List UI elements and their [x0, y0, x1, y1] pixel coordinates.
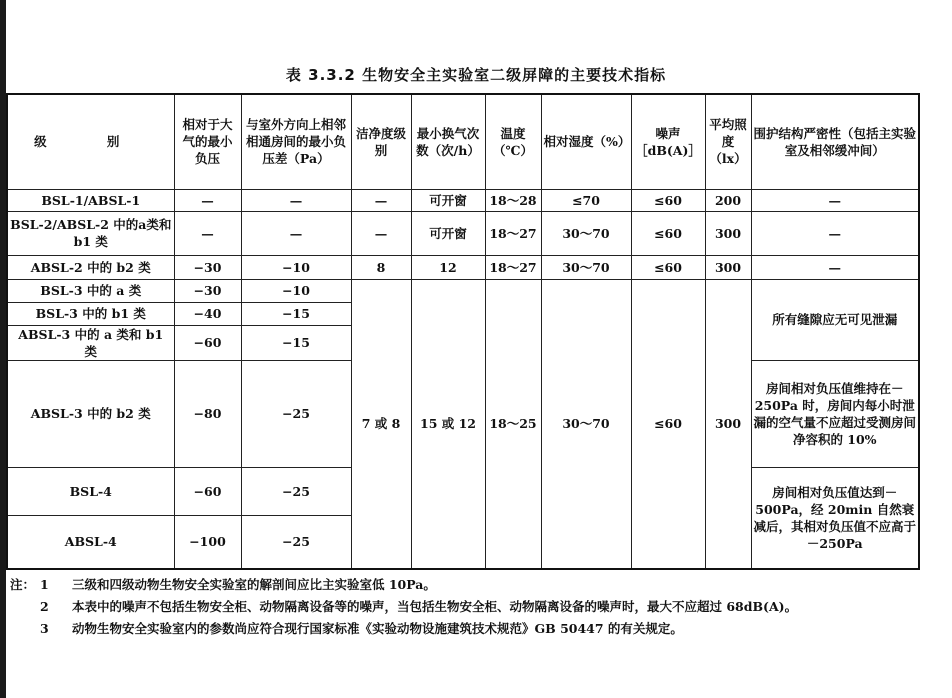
cell-level: ABSL-4: [7, 515, 174, 569]
note-text: 三级和四级动物生物安全实验室的解剖间应比主实验室低 10Pa。: [72, 577, 436, 592]
cell-cleanliness: —: [351, 189, 411, 211]
cell-air-changes: 可开窗: [411, 211, 485, 255]
cell-level: BSL-3 中的 b1 类: [7, 302, 174, 325]
table-title: 表 3.3.2 生物安全主实验室二级屏障的主要技术指标: [285, 66, 667, 84]
cell-noise: ≤60: [631, 255, 705, 279]
note-number: 2: [40, 599, 49, 614]
header-illuminance: 平均照度（lx）: [705, 94, 751, 189]
cell-pressure-adjacent: −15: [241, 302, 351, 325]
cell-pressure-adjacent: −25: [241, 515, 351, 569]
cell-pressure-atm: −100: [174, 515, 241, 569]
cell-level: BSL-3 中的 a 类: [7, 279, 174, 302]
cell-level: BSL-2/ABSL-2 中的a类和 b1 类: [7, 211, 174, 255]
cell-humidity: ≤70: [541, 189, 631, 211]
header-pressure-adjacent: 与室外方向上相邻相通房间的最小负压差（Pa）: [241, 94, 351, 189]
header-humidity: 相对湿度（%）: [541, 94, 631, 189]
note-item: [10, 618, 940, 640]
enclosure-bsl3: 所有缝隙应无可见泄漏: [751, 279, 919, 360]
cell-temperature: 18～27: [485, 211, 541, 255]
cell-humidity: 30～70: [541, 255, 631, 279]
header-noise: 噪声［dB(A)］: [631, 94, 705, 189]
header-row: [7, 94, 919, 189]
header-air-changes: 最小换气次数（次/h）: [411, 94, 485, 189]
table-row: [7, 211, 919, 255]
cell-pressure-atm: —: [174, 189, 241, 211]
cell-pressure-adjacent: −15: [241, 325, 351, 360]
enclosure-absl3-b2: 房间相对负压值维持在－250Pa 时，房间内每小时泄漏的空气量不应超过受测房间净容积的 10%: [751, 360, 919, 467]
cell-cleanliness: —: [351, 211, 411, 255]
note-text: 动物生物安全实验室内的参数尚应符合现行国家标准《实验动物设施建筑技术规范》GB 50447 的有关规定。: [72, 621, 683, 636]
cell-air-changes: 12: [411, 255, 485, 279]
cell-humidity: 30～70: [541, 211, 631, 255]
enclosure-bsl4: 房间相对负压值达到－500Pa，经 20min 自然衰减后，其相对负压值不应高于－250Pa: [751, 467, 919, 569]
cell-temperature: 18～28: [485, 189, 541, 211]
merged-illuminance: 300: [705, 279, 751, 569]
cell-pressure-adjacent: −10: [241, 279, 351, 302]
cell-pressure-atm: −80: [174, 360, 241, 467]
header-enclosure: 围护结构严密性（包括主实验室及相邻缓冲间）: [751, 94, 919, 189]
note-item: [10, 574, 940, 596]
cell-illuminance: 300: [705, 255, 751, 279]
spec-table: [6, 93, 920, 570]
cell-level: BSL-4: [7, 467, 174, 515]
cell-pressure-atm: −60: [174, 325, 241, 360]
merged-air-changes: 15 或 12: [411, 279, 485, 569]
cell-enclosure: —: [751, 211, 919, 255]
header-level: 级 别: [7, 94, 174, 189]
cell-noise: ≤60: [631, 189, 705, 211]
cell-pressure-atm: −30: [174, 279, 241, 302]
note-number: 1: [40, 577, 49, 592]
cell-pressure-atm: −60: [174, 467, 241, 515]
note-item: [10, 596, 940, 618]
cell-illuminance: 200: [705, 189, 751, 211]
cell-level: BSL-1/ABSL-1: [7, 189, 174, 211]
cell-air-changes: 可开窗: [411, 189, 485, 211]
merged-cleanliness: 7 或 8: [351, 279, 411, 569]
merged-temperature: 18～25: [485, 279, 541, 569]
header-pressure-atm: 相对于大气的最小负压: [174, 94, 241, 189]
table-row: [7, 255, 919, 279]
note-text: 本表中的噪声不包括生物安全柜、动物隔离设备等的噪声，当包括生物安全柜、动物隔离设备的噪声时，最大不应超过 68dB(A)。: [72, 599, 798, 614]
merged-humidity: 30～70: [541, 279, 631, 569]
cell-cleanliness: 8: [351, 255, 411, 279]
cell-level: ABSL-3 中的 b2 类: [7, 360, 174, 467]
cell-pressure-atm: −40: [174, 302, 241, 325]
cell-pressure-adjacent: −25: [241, 360, 351, 467]
cell-pressure-atm: —: [174, 211, 241, 255]
cell-illuminance: 300: [705, 211, 751, 255]
header-temperature: 温度（℃）: [485, 94, 541, 189]
table-notes: [10, 574, 940, 640]
cell-pressure-adjacent: —: [241, 189, 351, 211]
cell-noise: ≤60: [631, 211, 705, 255]
merged-noise: ≤60: [631, 279, 705, 569]
cell-pressure-adjacent: −10: [241, 255, 351, 279]
cell-pressure-adjacent: −25: [241, 467, 351, 515]
note-number: 3: [40, 621, 49, 636]
cell-pressure-atm: −30: [174, 255, 241, 279]
cell-pressure-adjacent: —: [241, 211, 351, 255]
table-row: [7, 279, 919, 302]
table-row: [7, 189, 919, 211]
cell-temperature: 18～27: [485, 255, 541, 279]
cell-enclosure: —: [751, 189, 919, 211]
header-cleanliness: 洁净度级别: [351, 94, 411, 189]
note-prefix: 注：: [10, 577, 36, 592]
cell-level: ABSL-3 中的 a 类和 b1 类: [7, 325, 174, 360]
cell-level: ABSL-2 中的 b2 类: [7, 255, 174, 279]
cell-enclosure: —: [751, 255, 919, 279]
